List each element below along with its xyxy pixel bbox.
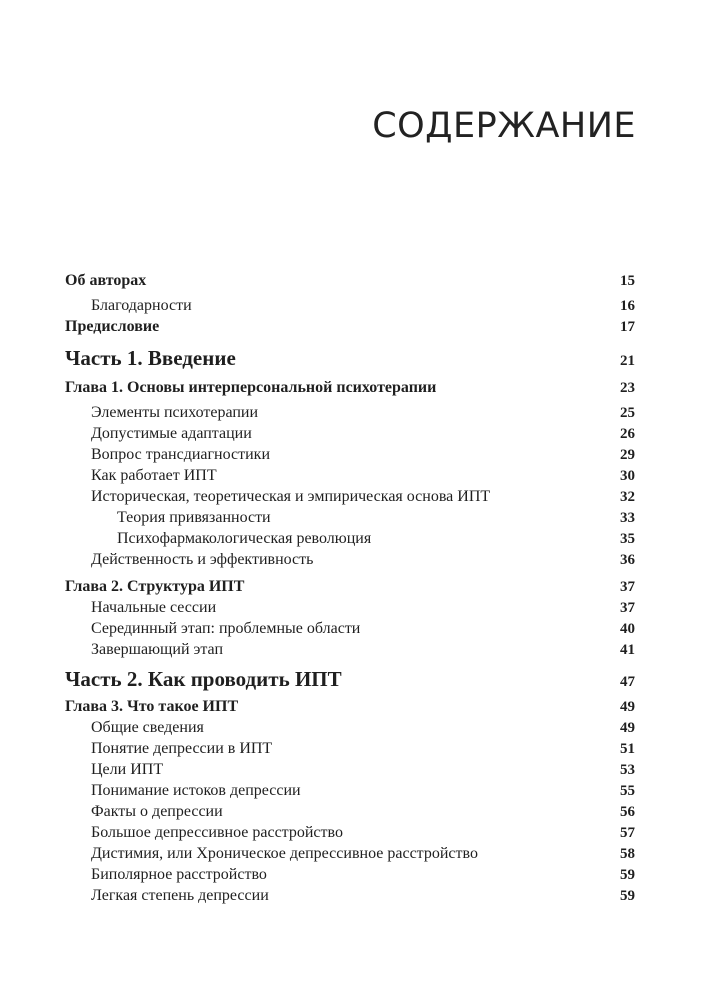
toc-entry[interactable]: [65, 402, 635, 423]
toc-entry-label: Вопрос трансдиагностики: [91, 446, 271, 463]
toc-entry-label: Как работает ИПТ: [91, 467, 217, 484]
toc-entry-page: 58: [620, 846, 635, 862]
toc-entry-page: 25: [620, 405, 635, 421]
toc-entry-page: 55: [620, 783, 635, 799]
toc-entry-page: 49: [620, 720, 635, 736]
toc-chapter[interactable]: [65, 696, 635, 717]
toc-entry-label: Теория привязанности: [117, 509, 271, 526]
toc-entry-page: 41: [620, 642, 635, 658]
toc-subentry[interactable]: [65, 528, 635, 549]
toc-entry[interactable]: [65, 738, 635, 759]
toc-entry-page: 51: [620, 741, 635, 757]
toc-entry[interactable]: [65, 780, 635, 801]
toc-chapter-label: Глава 2. Структура ИПТ: [65, 578, 245, 595]
toc-part-label: Часть 1. Введение: [65, 346, 236, 370]
toc-entry[interactable]: [65, 316, 635, 337]
toc-entry-page: 37: [620, 600, 635, 616]
toc-entry-label: Факты о депрессии: [91, 803, 223, 820]
toc-entry[interactable]: [65, 618, 635, 639]
toc-entry-label: Психофармакологическая революция: [117, 530, 372, 547]
toc-chapter-label: Глава 1. Основы интерперсональной психотерапии: [65, 379, 437, 396]
toc-chapter-page: 49: [620, 699, 635, 715]
toc-entry[interactable]: [65, 486, 635, 507]
toc-entry[interactable]: [65, 822, 635, 843]
toc-entry-page: 33: [620, 510, 635, 526]
toc-chapter-label: Глава 3. Что такое ИПТ: [65, 698, 239, 715]
toc-entry-label: Большое депрессивное расстройство: [91, 824, 343, 841]
toc-entry-page: 32: [620, 489, 635, 505]
toc-entry-label: Понимание истоков депрессии: [91, 782, 301, 799]
toc-part-label: Часть 2. Как проводить ИПТ: [65, 667, 342, 691]
toc-entry-label: Начальные сессии: [91, 599, 217, 616]
toc-entry[interactable]: [65, 639, 635, 660]
toc-entry[interactable]: [65, 885, 635, 906]
toc-entry[interactable]: [65, 270, 635, 291]
toc-entry-label: Серединный этап: проблемные области: [91, 620, 361, 637]
page-title: СОДЕРЖАНИЕ: [372, 106, 636, 146]
toc-chapter[interactable]: [65, 377, 635, 398]
toc-entry-label: Допустимые адаптации: [91, 425, 252, 442]
toc-entry[interactable]: [65, 549, 635, 570]
toc-entry[interactable]: [65, 465, 635, 486]
toc-part[interactable]: [65, 345, 635, 371]
toc-entry-label: Цели ИПТ: [91, 761, 164, 778]
toc-entry-page: 15: [620, 273, 635, 289]
toc-entry-label: Завершающий этап: [91, 641, 224, 658]
toc-entry[interactable]: [65, 423, 635, 444]
toc-entry[interactable]: [65, 717, 635, 738]
toc-entry-page: 35: [620, 531, 635, 547]
toc-entry-page: 16: [620, 298, 635, 314]
toc-entry-page: 59: [620, 867, 635, 883]
toc-entry-label: Предисловие: [65, 318, 160, 335]
toc-entry-page: 30: [620, 468, 635, 484]
toc-chapter[interactable]: [65, 576, 635, 597]
toc-entry-label: Общие сведения: [91, 719, 204, 736]
toc-entry-label: Историческая, теоретическая и эмпирическая основа ИПТ: [91, 488, 491, 505]
toc-entry-label: Биполярное расстройство: [91, 866, 267, 883]
toc-entry-label: Благодарности: [91, 297, 192, 314]
toc-entry-label: Понятие депрессии в ИПТ: [91, 740, 273, 757]
toc-part-page: 47: [620, 674, 635, 690]
toc-subentry[interactable]: [65, 507, 635, 528]
toc-entry[interactable]: [65, 759, 635, 780]
toc-entry-label: Дистимия, или Хроническое депрессивное расстройство: [91, 845, 478, 862]
toc-entry-page: 59: [620, 888, 635, 904]
toc-entry-page: 40: [620, 621, 635, 637]
toc-chapter-page: 37: [620, 579, 635, 595]
toc-part[interactable]: [65, 666, 635, 692]
toc-entry[interactable]: [65, 801, 635, 822]
table-of-contents: [65, 270, 635, 906]
toc-entry-page: 17: [620, 319, 635, 335]
toc-entry-label: Действенность и эффективность: [91, 551, 314, 568]
toc-entry[interactable]: [65, 864, 635, 885]
toc-part-page: 21: [620, 353, 635, 369]
toc-entry-page: 36: [620, 552, 635, 568]
toc-entry[interactable]: [65, 597, 635, 618]
toc-chapter-page: 23: [620, 380, 635, 396]
toc-entry-page: 56: [620, 804, 635, 820]
toc-entry-page: 53: [620, 762, 635, 778]
toc-entry[interactable]: [65, 843, 635, 864]
toc-entry-page: 57: [620, 825, 635, 841]
toc-entry-label: Элементы психотерапии: [91, 404, 259, 421]
toc-entry-label: Об авторах: [65, 272, 147, 289]
toc-entry-page: 29: [620, 447, 635, 463]
toc-entry-label: Легкая степень депрессии: [91, 887, 269, 904]
toc-entry-page: 26: [620, 426, 635, 442]
toc-entry[interactable]: [65, 444, 635, 465]
toc-entry[interactable]: [65, 295, 635, 316]
